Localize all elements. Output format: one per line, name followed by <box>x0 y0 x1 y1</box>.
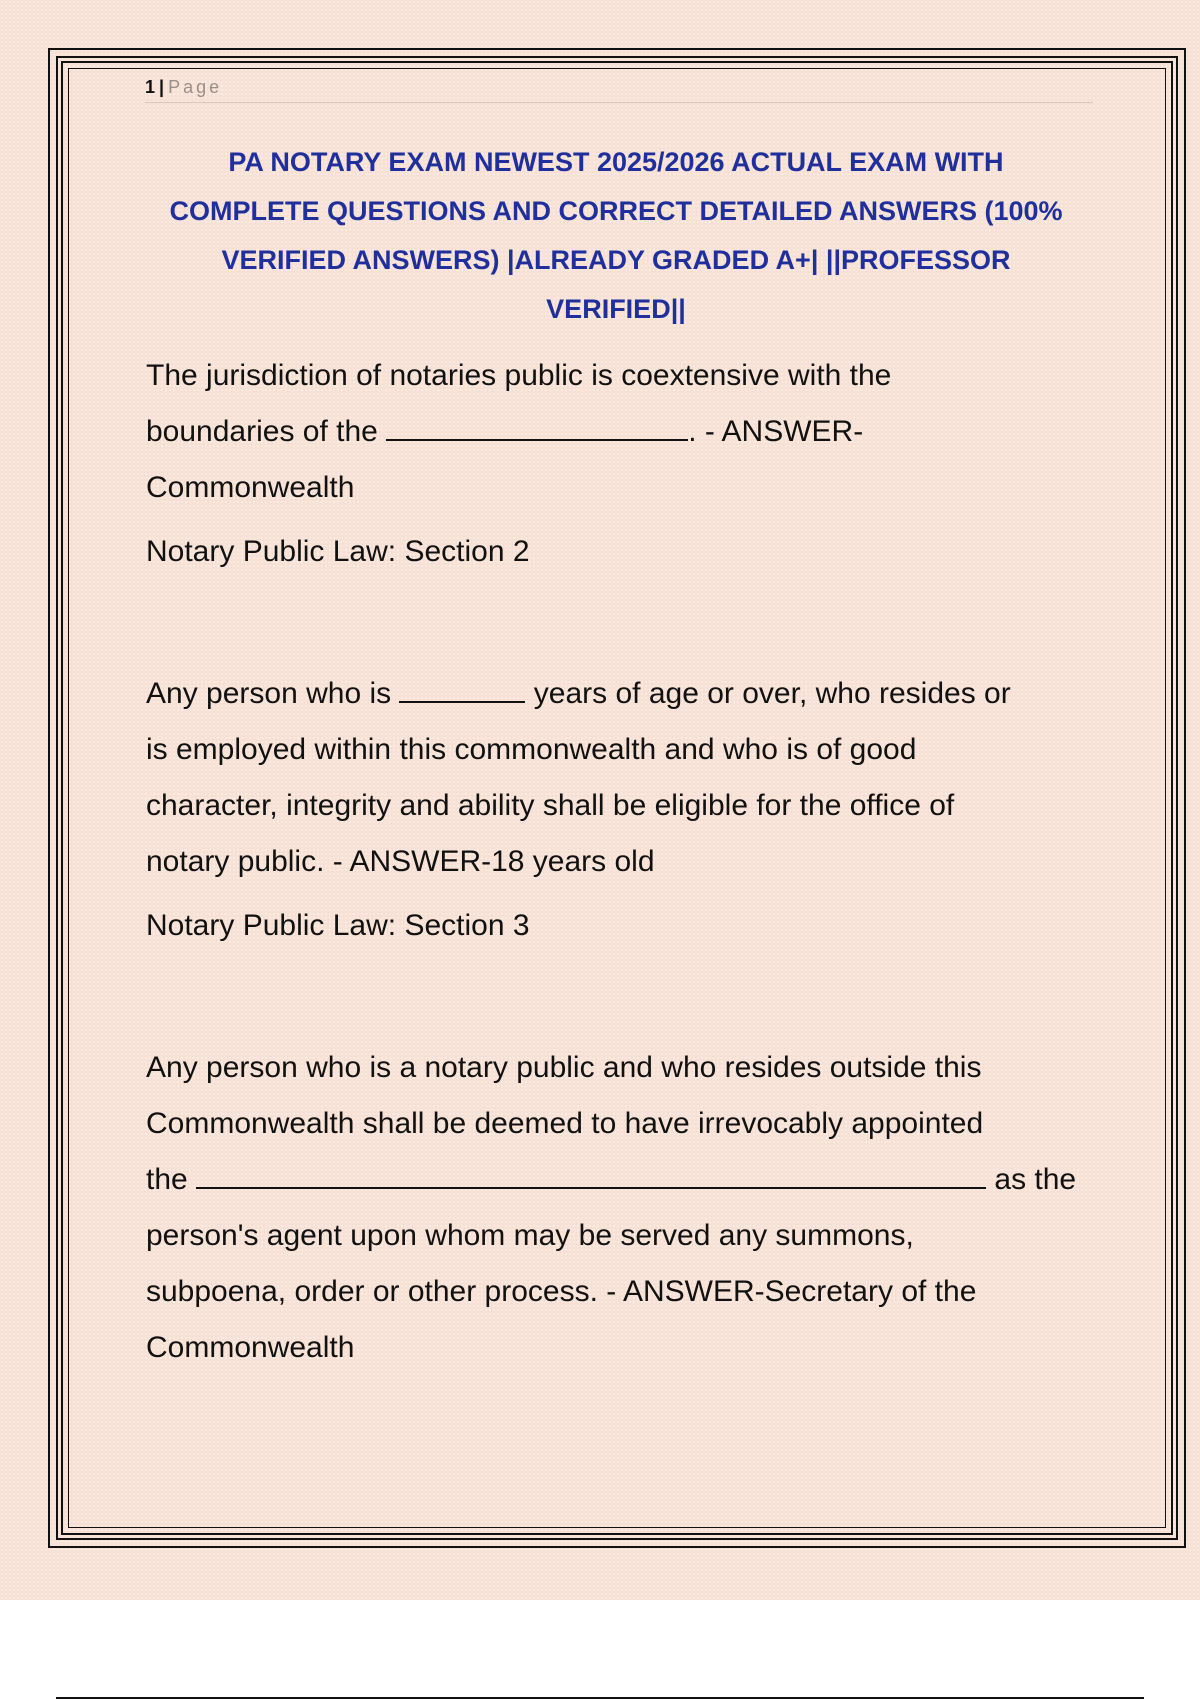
question-text <box>146 348 1096 516</box>
footer-rule <box>56 1697 1144 1699</box>
law-reference: Notary Public Law: Section 3 <box>146 909 530 942</box>
question-item <box>146 1040 1096 1376</box>
question-text <box>146 1040 1096 1376</box>
question-line: is employed within this commonwealth and who is of good <box>146 733 917 766</box>
question-line: Any person who is a notary public and who resides outside this <box>146 1051 982 1084</box>
question-line: the <box>146 1163 197 1196</box>
spacer <box>146 574 1096 666</box>
answer-blank <box>399 675 525 703</box>
question-line: years of age or over, who resides or <box>525 677 1011 710</box>
answer-text: Commonwealth <box>146 471 355 504</box>
page-label: Page <box>168 77 223 97</box>
page-header <box>145 74 1093 103</box>
question-line: person's agent upon whom may be served any summons, <box>146 1219 914 1252</box>
question-line: as the <box>986 1163 1077 1196</box>
question-line: . - ANSWER- <box>688 415 864 448</box>
spacer <box>146 948 1096 1040</box>
question-line: Any person who is <box>146 677 400 710</box>
title-line-2: COMPLETE QUESTIONS AND CORRECT DETAILED ANSWERS (100% <box>169 196 1063 226</box>
title-line-3: VERIFIED ANSWERS) |ALREADY GRADED A+| ||PROFESSOR <box>221 245 1011 275</box>
document-title <box>140 138 1092 334</box>
answer-text: Commonwealth <box>146 1331 355 1364</box>
question-item <box>146 348 1096 574</box>
page-number: 1 <box>145 77 156 97</box>
question-text <box>146 666 1096 890</box>
answer-text: subpoena, order or other process. - ANSWER-Secretary of the <box>146 1275 977 1308</box>
law-reference: Notary Public Law: Section 2 <box>146 535 530 568</box>
answer-text: notary public. - ANSWER-18 years old <box>146 845 655 878</box>
document-body <box>146 348 1096 1376</box>
question-line: boundaries of the <box>146 415 387 448</box>
question-item <box>146 666 1096 948</box>
title-line-4: VERIFIED|| <box>546 294 686 324</box>
title-line-1: PA NOTARY EXAM NEWEST 2025/2026 ACTUAL EXAM WITH <box>228 147 1004 177</box>
answer-blank <box>196 1161 986 1189</box>
question-line: Commonwealth shall be deemed to have irrevocably appointed <box>146 1107 984 1140</box>
question-line: character, integrity and ability shall be eligible for the office of <box>146 789 955 822</box>
question-line: The jurisdiction of notaries public is coextensive with the <box>146 359 892 392</box>
answer-blank <box>386 413 688 441</box>
page-header-separator: | <box>159 77 165 97</box>
